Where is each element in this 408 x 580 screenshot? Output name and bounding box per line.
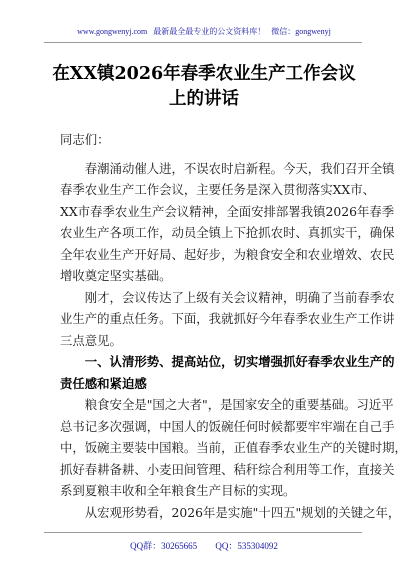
header-slogan: 最新最全最专业的公文资料库！ [153,27,266,36]
paragraph-line: XX市春季农业生产会议精神，全面安排部署我镇2026年春季 [60,203,395,219]
header-wechat: 微信：gongwenyj [271,27,331,36]
footer-divider [44,532,362,533]
paragraph-line: 业生产的重点任务。下面，我就抓好今年春季农业生产工作讲 [60,311,395,326]
paragraph-line: 三点意见。 [60,332,122,348]
header-website-link[interactable]: www.gongwenyj.com [77,27,148,36]
paragraph-line: 从宏观形势看，2026年是实施"十四五"规划的关键之年， [60,504,401,520]
salutation: 同志们： [60,132,110,147]
paragraph-line: 总书记多次强调，中国人的饭碗任何时候都要牢牢端在自己手 [60,418,395,434]
paragraph-line: 增收奠定坚实基础。 [60,268,172,283]
page-footer [0,539,408,552]
paragraph-line: 中，饭碗主要装中国粮。当前，正值春季农业生产的关键时期， [60,440,407,455]
paragraph-line: 抓好春耕备耕、小麦田间管理、秸秆综合利用等工作，直接关 [60,461,395,477]
header-divider [44,42,362,43]
title-line-1: 在XX镇2026年春季农业生产工作会议 [52,64,356,84]
paragraph-line: 农业生产各项工作，动员全镇上下抢抓农时、真抓实干，确保 [60,225,395,240]
paragraph-line: 刚才，会议传达了上级有关会议精神，明确了当前春季农 [60,289,395,305]
document-title [30,62,378,112]
paragraph-line: 全年农业生产开好局、起好步，为粮食安全和农业增效、农民 [60,246,395,262]
footer-qq-contact: QQ：535304092 [215,541,278,551]
page-header [0,26,408,37]
paragraph-line: 粮食安全是"国之大者"，是国家安全的重要基础。习近平 [60,397,394,412]
paragraph-line: 春潮涌动催人进，不误农时启新程。今天，我们召开全镇 [60,160,395,176]
section-heading-line: 一、认清形势、提高站位，切实增强抓好春季农业生产的 [60,354,395,369]
document-body [60,129,407,523]
section-heading-line: 责任感和紧迫感 [60,375,147,391]
title-line-2: 上的讲话 [169,89,239,109]
paragraph-line: 春季农业生产工作会议，主要任务是深入贯彻落实XX市、 [60,182,376,197]
footer-qq-group: QQ群：30265665 [130,541,198,551]
paragraph-line: 系到夏粮丰收和全年粮食生产目标的实现。 [60,483,296,498]
spacer [60,151,352,158]
